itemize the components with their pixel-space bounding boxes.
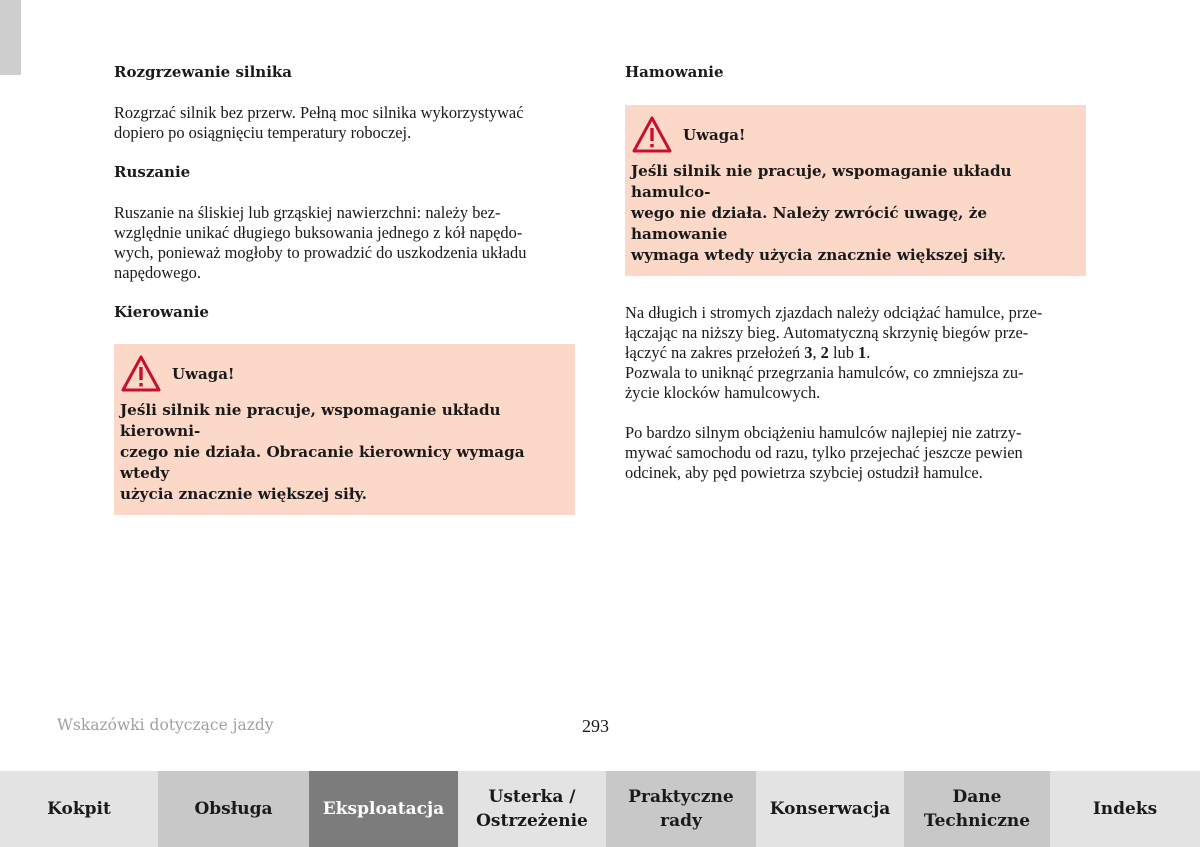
nav-tab-eksploatacja[interactable]: Eksploatacja: [309, 771, 458, 847]
text-engine-warmup: Rozgrzać silnik bez przerw. Pełną moc silnika wykorzystywać dopiero po osiągnięciu temperatury roboczej.: [114, 103, 524, 142]
gear-2: 2: [820, 343, 829, 362]
right-column: [625, 62, 1086, 483]
warning-header: [120, 354, 567, 394]
text-braking-downhill: [625, 303, 1086, 403]
warning-text: Jeśli silnik nie pracuje, wspomaganie układu kierowni- czego nie działa. Obracanie kierownicy wymaga wtedy użycia znacznie większej siły.: [120, 401, 525, 503]
heading-starting: Ruszanie: [114, 163, 191, 181]
warning-title: Uwaga!: [683, 126, 746, 144]
text-braking-after-load: Po bardzo silnym obciążeniu hamulców najlepiej nie zatrzy- mywać samochodu od razu, tylko przejechać jeszcze pewien odcinek, aby pęd powietrza szybciej ostudził hamulce.: [625, 423, 1023, 482]
nav-tab-praktyczne-rady[interactable]: Praktyczne rady: [606, 771, 756, 847]
heading-braking: Hamowanie: [625, 63, 724, 81]
nav-tab-kokpit[interactable]: Kokpit: [0, 771, 158, 847]
page-number: 293: [582, 716, 609, 736]
warning-header: [631, 115, 1078, 155]
heading-steering: Kierowanie: [114, 303, 209, 321]
nav-tab-konserwacja[interactable]: Konserwacja: [756, 771, 904, 847]
gear-3: 3: [804, 343, 813, 362]
steering-warning-box: [114, 344, 575, 515]
heading-engine-warmup: Rozgrzewanie silnika: [114, 63, 293, 81]
left-column: [114, 62, 575, 515]
text-starting: Ruszanie na śliskiej lub grząskiej nawierzchni: należy bez- względnie unikać długiego buksowania jednego z kół napędo- wych, ponieważ mogłoby to prowadzić do uszkodzenia układu napędowego.: [114, 203, 527, 282]
warning-triangle-icon: [631, 115, 673, 155]
nav-tab-obsluga[interactable]: Obsługa: [158, 771, 309, 847]
text-braking-downhill-b: . Pozwala to uniknąć przegrzania hamulców, co zmniejsza zu- życie klocków hamulcowych.: [625, 343, 1024, 402]
warning-text: Jeśli silnik nie pracuje, wspomaganie układu hamulco- wego nie działa. Należy zwrócić uwagę, że hamowanie wymaga wtedy użycia znacznie większej siły.: [631, 162, 1012, 264]
text-braking-downhill-a: Na długich i stromych zjazdach należy odciążać hamulce, prze- łączając na niższy bieg. Automatyczną skrzynię biegów prze- łączyć na zakres przełożeń: [625, 303, 1043, 362]
nav-tab-indeks[interactable]: Indeks: [1050, 771, 1200, 847]
gear-1: 1: [858, 343, 867, 362]
nav-tab-usterka[interactable]: Usterka / Ostrzeżenie: [458, 771, 606, 847]
separator: lub: [828, 343, 859, 362]
chapter-nav: [0, 771, 1200, 847]
warning-triangle-icon: [120, 354, 162, 394]
section-label: Wskazówki dotyczące jazdy: [57, 716, 274, 734]
nav-tab-dane-techniczne[interactable]: Dane Techniczne: [904, 771, 1050, 847]
braking-warning-box: [625, 105, 1086, 276]
warning-title: Uwaga!: [172, 365, 235, 383]
corner-tab: [0, 0, 21, 75]
separator: ,: [812, 343, 821, 362]
